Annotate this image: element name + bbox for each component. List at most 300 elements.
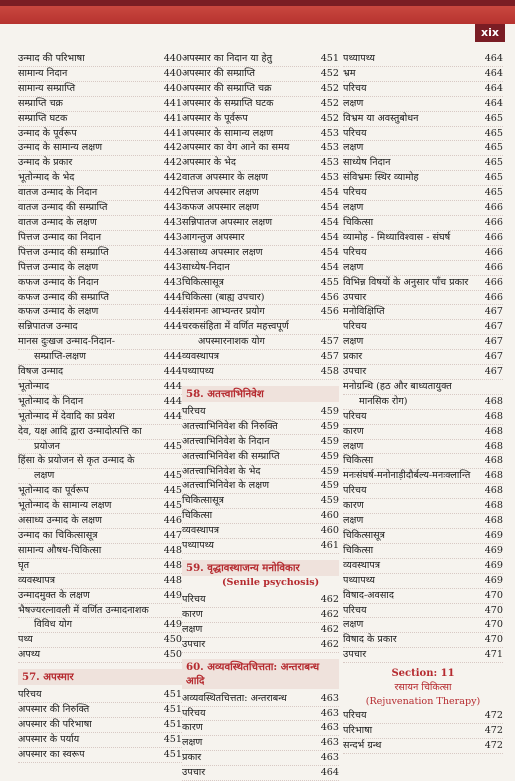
toc-entry-page: 460 — [320, 525, 339, 537]
toc-entry-page: 463 — [320, 722, 339, 734]
toc-entry-title: परिचय — [343, 127, 367, 139]
toc-entry — [343, 484, 503, 499]
toc-entry — [182, 320, 339, 335]
toc-entry-page: 442 — [163, 142, 182, 154]
toc-entry-title: असाध्य अपस्मार लक्षण — [182, 246, 263, 258]
toc-entry-title: घृत — [18, 559, 30, 571]
toc-entry-title: लक्षण — [343, 142, 364, 154]
toc-entry — [18, 365, 182, 380]
toc-entry-page: 443 — [163, 276, 182, 288]
section-subtitle-hindi: रसायन चिकित्सा — [394, 682, 452, 694]
toc-entry — [18, 544, 182, 559]
toc-entry — [343, 529, 503, 544]
toc-entry-page: 466 — [484, 291, 503, 303]
toc-entry-title: प्रयोजन — [34, 440, 60, 452]
toc-entry — [182, 127, 339, 142]
toc-entry-page: 452 — [320, 67, 339, 79]
toc-entry — [182, 201, 339, 216]
toc-entry-title: लक्षण — [343, 619, 364, 631]
toc-entry-title: भूतोन्माद के निदान — [18, 395, 84, 407]
toc-entry — [18, 231, 182, 246]
toc-column-1 — [18, 52, 182, 763]
toc-entry-page: 470 — [484, 589, 503, 601]
toc-entry-page: 454 — [320, 231, 339, 243]
toc-entry-page: 454 — [320, 216, 339, 228]
toc-entry-title: परिचय — [182, 405, 206, 417]
header-bar — [0, 0, 515, 44]
toc-entry-page: 454 — [320, 246, 339, 258]
toc-entry-page: 459 — [320, 480, 339, 492]
toc-entry — [18, 604, 182, 619]
toc-entry — [343, 514, 503, 529]
toc-entry-title: अपस्मार का निदान या हेतु — [182, 53, 273, 64]
toc-entry — [18, 499, 182, 514]
toc-entry — [18, 633, 182, 648]
toc-entry — [182, 112, 339, 127]
toc-entry-title: कफज उन्माद के लक्षण — [18, 306, 99, 318]
toc-entry — [182, 305, 339, 320]
toc-entry-page: 466 — [484, 231, 503, 243]
toc-entry-page: 472 — [484, 739, 503, 751]
toc-entry — [343, 186, 503, 201]
toc-entry-page: 442 — [163, 157, 182, 169]
toc-entry-page: 441 — [163, 112, 182, 124]
toc-entry-title: कफज उन्माद के निदान — [18, 276, 99, 288]
toc-entry-title: भैषज्यरत्नावली में वर्णित उन्मादनाशक — [18, 604, 149, 616]
toc-entry — [18, 246, 182, 261]
toc-entry-page: 458 — [320, 366, 339, 378]
toc-entry-page: 466 — [484, 276, 503, 288]
col3-list-2 — [343, 709, 503, 754]
toc-entry — [182, 246, 339, 261]
toc-entry-title: परिभाषा — [343, 725, 373, 737]
toc-entry — [182, 156, 339, 171]
toc-entry-title: लक्षण — [343, 515, 364, 527]
toc-entry-page: 444 — [163, 306, 182, 318]
toc-entry-title: वातज अपस्मार के लक्षण — [182, 172, 268, 184]
toc-entry-title: विषाद-अवसाद — [343, 589, 394, 601]
toc-entry-title: संशमनः आभ्यन्तर प्रयोग — [182, 306, 265, 318]
toc-entry-page: 445 — [163, 500, 182, 512]
toc-entry — [182, 335, 339, 350]
section-heading-59: 59. वृद्धावस्थाजन्य मनोविकार — [182, 560, 339, 576]
toc-entry-title: साध्येष-निदान — [182, 261, 230, 273]
toc-entry-title: विभिन्न विषयों के अनुसार पाँच प्रकार — [343, 276, 469, 288]
toc-entry-title: उन्माद के पूर्वरूप — [18, 127, 77, 139]
toc-entry-page: 454 — [320, 187, 339, 199]
toc-entry-page: 451 — [320, 53, 339, 64]
toc-entry-page: 465 — [484, 142, 503, 154]
col3-list — [343, 52, 503, 663]
toc-entry — [18, 156, 182, 171]
toc-entry-page: 440 — [163, 53, 182, 64]
toc-entry — [18, 514, 182, 529]
toc-entry — [18, 52, 182, 67]
toc-entry-page: 469 — [484, 544, 503, 556]
toc-entry — [182, 291, 339, 306]
toc-entry-title: कारण — [343, 425, 364, 437]
toc-entry-title: सम्प्राप्ति चक्र — [18, 97, 63, 109]
toc-entry — [343, 112, 503, 127]
toc-entry-title: पित्तज उन्माद के लक्षण — [18, 261, 99, 273]
toc-entry-title: मानस दुःखज उन्माद-निदान- — [18, 336, 115, 348]
toc-entry-title: लक्षण — [34, 470, 55, 482]
toc-entry — [182, 67, 339, 82]
toc-entry-title: लक्षण — [343, 336, 364, 348]
toc-entry-title: अपस्मार के पर्याय — [18, 733, 80, 745]
toc-entry — [182, 186, 339, 201]
toc-entry-title: लक्षण — [182, 623, 203, 635]
toc-entry-title: लक्षण — [343, 261, 364, 273]
toc-entry-title: कफज उन्माद की सम्प्राप्ति — [18, 291, 109, 303]
toc-entry-title: सम्प्राप्ति-लक्षण — [34, 351, 86, 363]
toc-entry-page: 468 — [484, 515, 503, 527]
toc-entry — [182, 141, 339, 156]
toc-entry — [18, 648, 182, 663]
toc-entry-title: उपचार — [343, 649, 367, 661]
toc-entry-page: 444 — [163, 291, 182, 303]
toc-entry-title: अतत्त्वाभिनिवेश के भेद — [182, 465, 261, 477]
toc-entry — [182, 420, 339, 435]
toc-entry-title: पित्तज उन्माद का निदान — [18, 231, 102, 243]
toc-entry — [343, 156, 503, 171]
toc-entry-title: अपस्मार की सम्प्राप्ति — [182, 67, 256, 79]
toc-entry — [18, 703, 182, 718]
toc-entry — [343, 216, 503, 231]
col1-list-2 — [18, 688, 182, 763]
toc-entry-page: 453 — [320, 157, 339, 169]
toc-column-2 — [182, 52, 339, 781]
toc-entry-page: 444 — [163, 366, 182, 378]
toc-entry-page: 441 — [163, 97, 182, 109]
toc-entry-title: सन्दर्भ ग्रन्थ — [343, 739, 382, 751]
toc-entry-page: 442 — [163, 187, 182, 199]
toc-entry — [343, 604, 503, 619]
toc-entry-page: 448 — [163, 574, 182, 586]
toc-entry — [182, 82, 339, 97]
section-subtitle-english: (Rejuvenation Therapy) — [365, 696, 481, 708]
toc-entry-title: सन्निपातज अपस्मार लक्षण — [182, 216, 273, 228]
toc-entry-title: उन्मादमुक्त के लक्षण — [18, 589, 90, 601]
toc-entry-title: व्यवस्थापत्र — [182, 525, 220, 537]
toc-entry-title: विविध योग — [34, 619, 73, 631]
toc-entry — [182, 276, 339, 291]
toc-entry-title: मनोविक्षिप्ति — [343, 306, 385, 318]
toc-entry-page: 459 — [320, 450, 339, 462]
toc-entry — [343, 127, 503, 142]
toc-entry — [18, 454, 182, 469]
toc-entry-title: पित्तज अपस्मार लक्षण — [182, 187, 259, 199]
toc-entry-page: 457 — [320, 351, 339, 363]
toc-entry-page: 466 — [484, 202, 503, 214]
toc-entry — [182, 231, 339, 246]
toc-entry-page: 467 — [484, 366, 503, 378]
toc-entry-page: 447 — [163, 530, 182, 541]
toc-entry-title: अपस्मार के सामान्य लक्षण — [182, 127, 274, 139]
toc-entry — [18, 440, 182, 455]
toc-entry-page: 469 — [484, 530, 503, 541]
toc-entry-title: व्यवस्थापत्र — [18, 574, 56, 586]
toc-entry-title: चिकित्सा — [343, 544, 374, 556]
toc-entry — [182, 52, 339, 67]
toc-entry-title: भ्रम — [343, 67, 356, 79]
col2-list-3 — [182, 593, 339, 653]
page-number: xix — [475, 24, 505, 42]
toc-entry-title: अपस्मार की परिभाषा — [18, 718, 92, 730]
toc-entry-page: 468 — [484, 425, 503, 437]
toc-entry-page: 451 — [163, 704, 182, 716]
toc-entry-page: 440 — [163, 67, 182, 79]
toc-entry-page: 461 — [320, 540, 339, 552]
toc-entry-title: उन्माद के प्रकार — [18, 157, 73, 169]
toc-entry — [343, 246, 503, 261]
toc-entry-title: भूतोन्माद का पूर्वरूप — [18, 485, 89, 497]
toc-entry-page: 468 — [484, 500, 503, 512]
toc-entry-page: 468 — [484, 440, 503, 452]
toc-entry-title: चिकित्सा (बाह्य उपचार) — [182, 291, 265, 303]
toc-entry-page: 448 — [163, 559, 182, 571]
toc-entry — [18, 618, 182, 633]
toc-entry-page: 467 — [484, 351, 503, 363]
toc-entry-title: चिकित्सा — [182, 510, 213, 522]
toc-entry — [18, 559, 182, 574]
toc-entry — [343, 648, 503, 663]
toc-entry-title: उन्माद का चिकित्सासूत्र — [18, 530, 98, 541]
toc-entry — [343, 440, 503, 455]
toc-entry-page: 472 — [484, 725, 503, 737]
toc-entry-title: अपथ्य — [18, 649, 41, 661]
toc-entry-title: परिचय — [343, 410, 367, 422]
toc-entry — [343, 395, 503, 410]
toc-entry — [182, 593, 339, 608]
toc-entry — [182, 721, 339, 736]
toc-entry-title: देव, यक्ष आदि द्वारा उन्मादोत्पत्ति का — [18, 425, 142, 437]
toc-entry-title: आगन्तुज अपस्मार — [182, 231, 245, 243]
toc-entry — [182, 509, 339, 524]
toc-entry-title: लक्षण — [343, 440, 364, 452]
toc-entry-page: 465 — [484, 127, 503, 139]
toc-entry-page: 462 — [320, 594, 339, 605]
toc-entry-title: परिचय — [343, 321, 367, 333]
toc-entry — [343, 305, 503, 320]
toc-entry — [18, 67, 182, 82]
toc-entry-title: कारण — [182, 722, 203, 734]
toc-entry — [18, 688, 182, 703]
toc-entry-title: प्रकार — [343, 351, 363, 363]
toc-entry-title: सम्प्राप्ति घटक — [18, 112, 68, 124]
toc-entry — [343, 454, 503, 469]
toc-entry-title: परिचय — [343, 187, 367, 199]
toc-entry — [182, 692, 339, 707]
toc-entry — [182, 261, 339, 276]
toc-entry-title: अतत्त्वाभिनिवेश की सम्प्राप्ति — [182, 450, 280, 462]
toc-entry — [182, 751, 339, 766]
toc-entry-page: 471 — [484, 649, 503, 661]
toc-entry-page: 460 — [320, 510, 339, 522]
toc-entry — [343, 544, 503, 559]
toc-entry-title: कारण — [343, 500, 364, 512]
toc-entry-page: 441 — [163, 127, 182, 139]
toc-entry — [343, 141, 503, 156]
toc-entry-page: 457 — [320, 336, 339, 348]
toc-entry-page: 465 — [484, 157, 503, 169]
toc-entry-page: 464 — [484, 97, 503, 109]
toc-entry — [182, 494, 339, 509]
col2-list-2 — [182, 405, 339, 554]
toc-entry — [18, 171, 182, 186]
toc-entry-title: पथ्यापथ्य — [343, 53, 375, 64]
toc-entry — [182, 450, 339, 465]
toc-entry-title: कफज अपस्मार लक्षण — [182, 202, 259, 214]
toc-entry-title: पथ्यापथ्य — [182, 540, 214, 552]
toc-entry-page: 459 — [320, 405, 339, 417]
toc-entry-title: मनोग्रन्थि (हठ और बाध्यतायुक्त — [343, 380, 452, 392]
toc-entry-title: उन्माद की परिभाषा — [18, 53, 85, 64]
toc-entry-page: 468 — [484, 455, 503, 467]
toc-entry-title: वातज उन्माद के निदान — [18, 187, 98, 199]
toc-entry — [182, 97, 339, 112]
toc-entry-page: 462 — [320, 623, 339, 635]
toc-entry-page: 456 — [320, 291, 339, 303]
toc-entry-page: 459 — [320, 465, 339, 477]
toc-entry — [18, 425, 182, 440]
col2-list — [182, 52, 339, 380]
toc-entry-page: 453 — [320, 172, 339, 184]
toc-entry — [18, 395, 182, 410]
toc-entry-title: उपचार — [182, 767, 206, 779]
toc-entry — [343, 425, 503, 440]
toc-entry-title: उन्माद के सामान्य लक्षण — [18, 142, 103, 154]
toc-entry-title: पित्तज उन्माद की सम्प्राप्ति — [18, 246, 109, 258]
toc-entry-title: भूतोन्माद के भेद — [18, 172, 75, 184]
toc-entry — [182, 766, 339, 781]
toc-entry-page: 470 — [484, 619, 503, 631]
toc-entry-title: पथ्यापथ्य — [182, 366, 214, 378]
toc-entry — [182, 365, 339, 380]
toc-entry-title: व्यवस्थापत्र — [343, 559, 381, 571]
toc-entry-title: चिकित्सा — [343, 455, 374, 467]
toc-entry-page: 469 — [484, 574, 503, 586]
toc-entry-title: अतत्त्वाभिनिवेश के निदान — [182, 435, 270, 447]
toc-entry-title: लक्षण — [343, 202, 364, 214]
toc-entry — [343, 574, 503, 589]
toc-entry-page: 463 — [320, 737, 339, 749]
toc-entry-title: सामान्य सम्प्राप्ति — [18, 82, 76, 94]
toc-entry — [343, 724, 503, 739]
toc-entry-title: परिचय — [343, 710, 367, 722]
toc-entry-page: 459 — [320, 420, 339, 432]
toc-entry — [343, 380, 503, 395]
toc-entry — [18, 276, 182, 291]
toc-entry-page: 452 — [320, 82, 339, 94]
toc-entry — [18, 112, 182, 127]
toc-entry — [182, 608, 339, 623]
toc-entry-page: 470 — [484, 634, 503, 646]
toc-entry-title: अतत्त्वाभिनिवेश की निरुक्ति — [182, 420, 278, 432]
toc-entry-page: 463 — [320, 752, 339, 764]
toc-entry-title: व्यामोह - मिथ्याविश्वास - संघर्ष — [343, 231, 451, 243]
toc-entry — [343, 231, 503, 246]
toc-entry — [182, 465, 339, 480]
toc-entry-title: उपचार — [343, 291, 367, 303]
toc-entry-page: 466 — [484, 216, 503, 228]
toc-entry-title: सामान्य निदान — [18, 67, 68, 79]
toc-entry-page: 451 — [163, 748, 182, 760]
toc-entry-page: 459 — [320, 435, 339, 447]
toc-entry-page: 445 — [163, 440, 182, 452]
toc-entry-title: पथ्यापथ्य — [343, 574, 375, 586]
toc-entry — [18, 529, 182, 544]
toc-entry-page: 472 — [484, 710, 503, 722]
toc-entry — [182, 435, 339, 450]
section-heading-57: 57. अपस्मार — [18, 669, 182, 685]
toc-entry-title: अपस्मार की सम्प्राप्ति चक्र — [182, 82, 272, 94]
toc-entry-title: अपस्मार की निरुक्ति — [18, 704, 90, 716]
toc-entry-title: अपस्मार का वेग आने का समय — [182, 142, 290, 154]
toc-entry — [182, 623, 339, 638]
toc-entry-page: 444 — [163, 395, 182, 407]
toc-entry — [18, 733, 182, 748]
toc-entry-title: उपचार — [182, 638, 206, 650]
section-heading-59-english: (Senile psychosis) — [222, 577, 320, 588]
toc-entry — [18, 410, 182, 425]
toc-entry — [343, 350, 503, 365]
toc-entry — [343, 320, 503, 335]
toc-entry-page: 449 — [163, 619, 182, 631]
toc-entry-title: अतत्त्वाभिनिवेश के लक्षण — [182, 480, 270, 492]
toc-entry — [343, 82, 503, 97]
toc-entry-page: 467 — [484, 306, 503, 318]
toc-entry-page: 443 — [163, 202, 182, 214]
toc-entry-page: 462 — [320, 638, 339, 650]
toc-entry — [343, 171, 503, 186]
toc-entry — [343, 633, 503, 648]
toc-entry — [18, 291, 182, 306]
toc-entry — [343, 97, 503, 112]
toc-entry-title: सामान्य औषध-चिकित्सा — [18, 544, 102, 556]
toc-entry-page: 468 — [484, 395, 503, 407]
toc-entry-title: हिंसा के प्रयोजन से कृत उन्माद के — [18, 455, 135, 467]
toc-entry — [343, 589, 503, 604]
section-heading-11: Section: 11 — [391, 668, 455, 680]
toc-entry-title: अपस्मार के पूर्वरूप — [182, 112, 248, 124]
toc-entry-page: 440 — [163, 82, 182, 94]
toc-entry — [18, 718, 182, 733]
toc-entry-title: चिकित्सासूत्र — [182, 276, 224, 288]
toc-entry — [343, 559, 503, 574]
toc-entry-page: 467 — [484, 321, 503, 333]
toc-entry-page: 449 — [163, 589, 182, 601]
toc-entry-page: 464 — [484, 53, 503, 64]
toc-entry-title: परिचय — [343, 246, 367, 258]
toc-entry-title: अव्यवस्थितचित्तता: अन्तराबन्ध — [182, 692, 287, 704]
toc-entry — [343, 291, 503, 306]
toc-entry-page: 463 — [320, 707, 339, 719]
toc-entry-title: अपस्मार के भेद — [182, 157, 236, 169]
toc-entry-page: 465 — [484, 172, 503, 184]
toc-entry — [343, 410, 503, 425]
toc-entry-page: 468 — [484, 410, 503, 422]
toc-entry-page: 469 — [484, 559, 503, 571]
toc-entry — [343, 335, 503, 350]
toc-entry — [18, 380, 182, 395]
toc-entry — [343, 499, 503, 514]
toc-entry-page: 468 — [484, 485, 503, 497]
toc-entry-page: 464 — [484, 67, 503, 79]
header-band-red — [0, 6, 515, 24]
toc-entry-title: परिचय — [343, 604, 367, 616]
toc-entry-page: 451 — [163, 689, 182, 701]
